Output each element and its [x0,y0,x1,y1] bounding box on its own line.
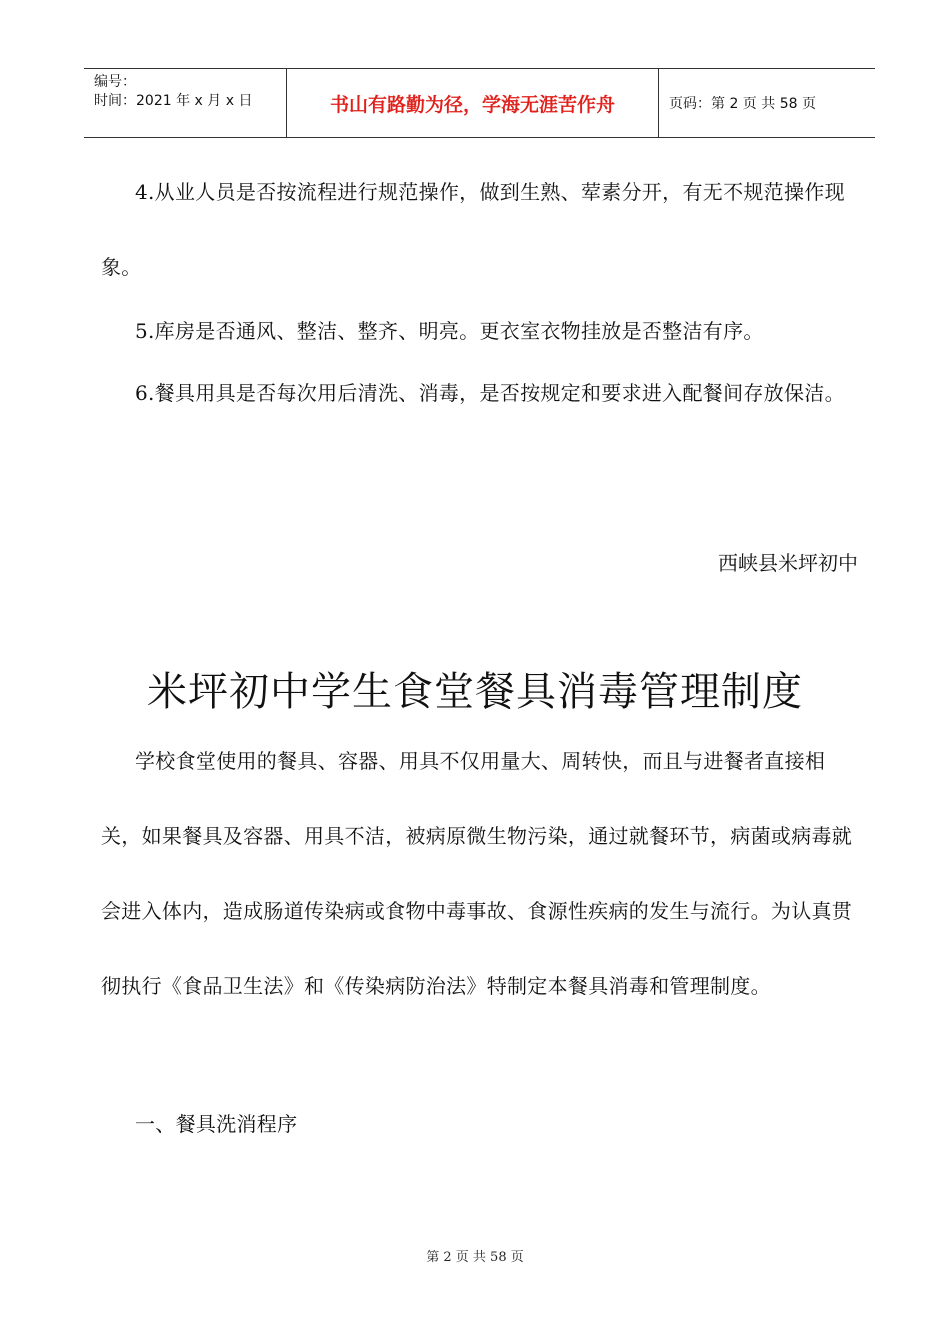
checklist-item-5: 5.库房是否通风、整洁、整齐、明亮。更衣室衣物挂放是否整洁有序。 [135,319,764,343]
page-footer: 第 2 页 共 58 页 [426,1250,524,1265]
section-heading: 一、餐具洗消程序 [135,1112,298,1136]
document-title: 米坪初中学生食堂餐具消毒管理制度 [147,669,803,715]
page-header [84,68,875,138]
signature: 西峡县米坪初中 [718,551,858,575]
document-number: 编号： [94,74,136,90]
header-meta [84,69,286,137]
header-page-number: 页码：第 2 页 共 58 页 [669,96,816,112]
checklist-item-4: 4.从业人员是否按流程进行规范操作，做到生熟、荤素分开，有无不规范操作现象。 [101,180,845,279]
checklist-item-6: 6.餐具用具是否每次用后清洗、消毒，是否按规定和要求进入配餐间存放保洁。 [135,381,845,405]
header-motto: 书山有路勤为径，学海无涯苦作舟 [286,69,659,137]
intro-paragraph: 学校食堂使用的餐具、容器、用具不仅用量大、周转快，而且与进餐者直接相关，如果餐具及容器、用具不洁，被病原微生物污染，通过就餐环节，病菌或病毒就会进入体内，造成肠道传染病或食物中毒事故、食源性疾病的发生与流行。为认真贯彻执行《食品卫生法》和《传染病防治法》特制定本餐具消毒和管理制度。 [101,749,853,998]
document-date: 时间：2021 年 x 月 x 日 [94,93,253,109]
